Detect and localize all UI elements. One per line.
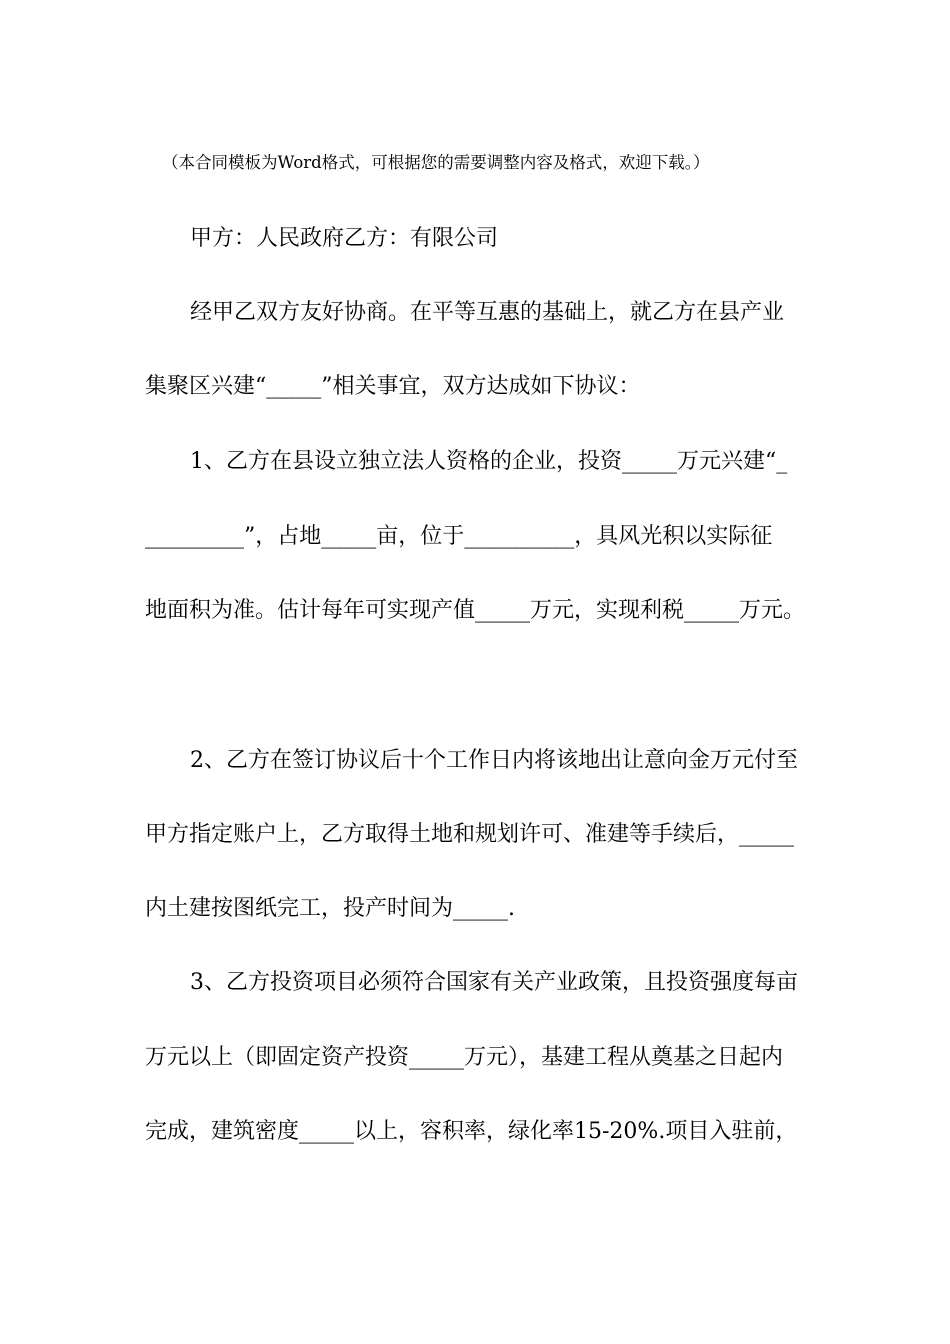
clause-3-line-3: 完成，建筑密度_____以上，容积率，绿化率15-20%.项目入驻前，: [145, 1119, 798, 1144]
clause-2-line-3: 内土建按图纸完工，投产时间为_____.: [145, 896, 515, 921]
contract-parties: 甲方：人民政府乙方：有限公司: [190, 226, 499, 251]
template-notice: （本合同模板为Word格式，可根据您的需要调整内容及格式，欢迎下载。）: [162, 153, 710, 172]
clause-2-line-1: 2、乙方在签订协议后十个工作日内将该地出让意向金万元付至: [190, 748, 798, 773]
intro-line-2: 集聚区兴建“_____”相关事宜，双方达成如下协议：: [145, 374, 641, 399]
clause-3-line-1: 3、乙方投资项目必须符合国家有关产业政策，且投资强度每亩: [190, 970, 798, 995]
clause-1-line-1: 1、乙方在县设立独立法人资格的企业，投资_____万元兴建“_: [190, 449, 788, 474]
clause-1-line-3: 地面积为准。估计每年可实现产值_____万元，实现利税_____万元。: [145, 598, 806, 623]
clause-3-line-2: 万元以上（即固定资产投资_____万元），基建工程从奠基之日起内: [145, 1045, 784, 1070]
intro-line-1: 经甲乙双方友好协商。在平等互惠的基础上，就乙方在县产业: [190, 300, 785, 325]
clause-1-line-2: _________”，占地_____亩，位于__________，具风光积以实际征: [145, 524, 773, 549]
clause-2-line-2: 甲方指定账户上，乙方取得土地和规划许可、准建等手续后，_____: [145, 822, 795, 847]
